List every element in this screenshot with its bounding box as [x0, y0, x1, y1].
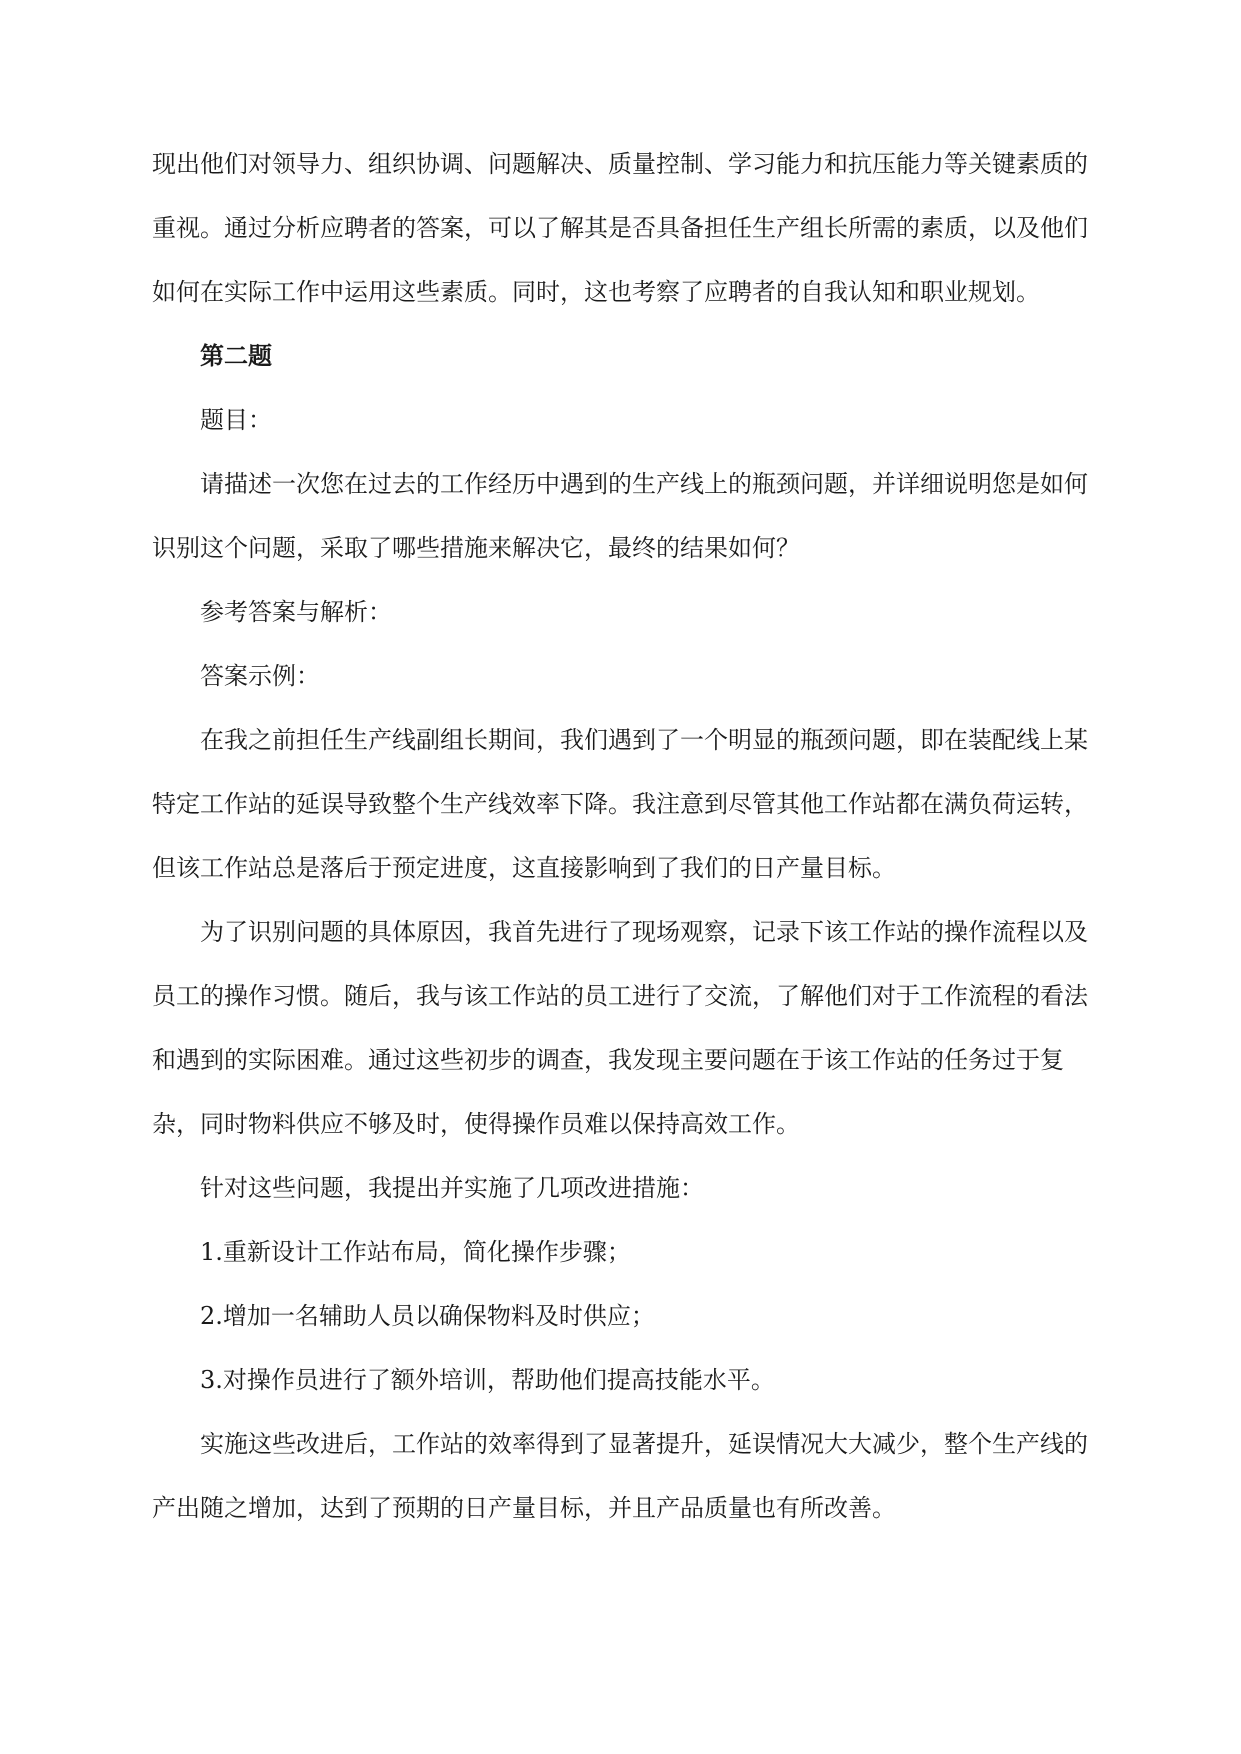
paragraph-continuation: 现出他们对领导力、组织协调、问题解决、质量控制、学习能力和抗压能力等关键素质的重视。通过分析应聘者的答案，可以了解其是否具备担任生产组长所需的素质，以及他们如何在实际工作中运用这些素质。同时，这也考察了应聘者的自我认知和职业规划。	[152, 150, 1088, 306]
answer-analysis-label: 参考答案与解析：	[200, 598, 392, 626]
result-paragraph: 实施这些改进后，工作站的效率得到了显著提升，延误情况大大减少，整个生产线的产出随之增加，达到了预期的日产量目标，并且产品质量也有所改善。	[152, 1430, 1088, 1522]
list-item-1: 1.重新设计工作站布局，简化操作步骤；	[200, 1238, 631, 1266]
answer-example-label: 答案示例：	[200, 662, 320, 690]
answer-paragraph-1: 在我之前担任生产线副组长期间，我们遇到了一个明显的瓶颈问题，即在装配线上某特定工作站的延误导致整个生产线效率下降。我注意到尽管其他工作站都在满负荷运转，但该工作站总是落后于预定进度，这直接影响到了我们的日产量目标。	[152, 726, 1088, 882]
measures-intro: 针对这些问题，我提出并实施了几项改进措施：	[200, 1174, 704, 1202]
question-label: 题目：	[200, 406, 272, 434]
section-heading: 第二题	[200, 341, 272, 370]
list-item-2: 2.增加一名辅助人员以确保物料及时供应；	[200, 1302, 655, 1330]
answer-paragraph-2: 为了识别问题的具体原因，我首先进行了现场观察，记录下该工作站的操作流程以及员工的操作习惯。随后，我与该工作站的员工进行了交流，了解他们对于工作流程的看法和遇到的实际困难。通过这些初步的调查，我发现主要问题在于该工作站的任务过于复杂，同时物料供应不够及时，使得操作员难以保持高效工作。	[152, 918, 1088, 1138]
question-text: 请描述一次您在过去的工作经历中遇到的生产线上的瓶颈问题，并详细说明您是如何识别这个问题，采取了哪些措施来解决它，最终的结果如何？	[152, 470, 1088, 562]
list-item-3: 3.对操作员进行了额外培训，帮助他们提高技能水平。	[200, 1366, 775, 1394]
